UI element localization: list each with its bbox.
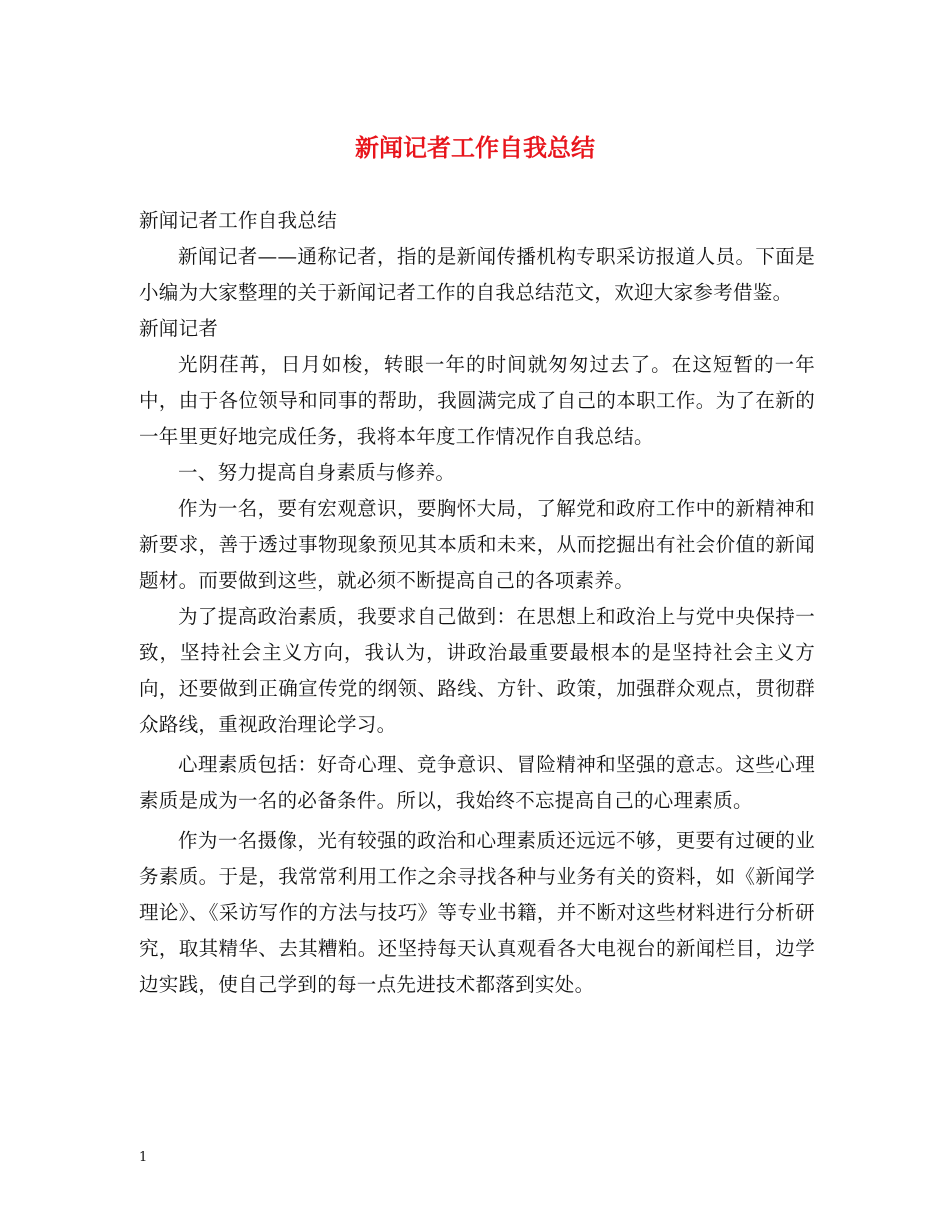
- document-body: [139, 203, 815, 1003]
- body-paragraph: 为了提高政治素质，我要求自己做到：在思想上和政治上与党中央保持一致，坚持社会主义方向，我认为，讲政治最重要最根本的是坚持社会主义方向，还要做到正确宣传党的纲领、路线、方针、政策，加强群众观点，贯彻群众路线，重视政治理论学习。: [139, 605, 815, 736]
- document-title: 新闻记者工作自我总结: [355, 133, 595, 162]
- subtitle-line: 新闻记者工作自我总结: [139, 209, 338, 232]
- page-number: 1: [139, 1150, 148, 1165]
- section-heading: 一、努力提高自身素质与修养。: [178, 461, 456, 484]
- section-label: 新闻记者: [139, 317, 219, 340]
- body-paragraph: 心理素质包括：好奇心理、竞争意识、冒险精神和坚强的意志。这些心理素质是成为一名的必备条件。所以，我始终不忘提高自己的心理素质。: [139, 753, 815, 812]
- body-paragraph: 光阴荏苒，日月如梭，转眼一年的时间就匆匆过去了。在这短暂的一年中，由于各位领导和同事的帮助，我圆满完成了自己的本职工作。为了在新的一年里更好地完成任务，我将本年度工作情况作自我总结。: [139, 353, 815, 448]
- body-paragraph: 作为一名，要有宏观意识，要胸怀大局，了解党和政府工作中的新精神和新要求，善于透过事物现象预见其本质和未来，从而挖掘出有社会价值的新闻题材。而要做到这些，就必须不断提高自己的各项素养。: [139, 497, 815, 592]
- body-paragraph: 作为一名摄像，光有较强的政治和心理素质还远远不够，更要有过硬的业务素质。于是，我常常利用工作之余寻找各种与业务有关的资料，如《新闻学理论》、《采访写作的方法与技巧》等专业书籍，并不断对这些材料进行分析研究，取其精华、去其糟粕。还坚持每天认真观看各大电视台的新闻栏目，边学边实践，使自己学到的每一点先进技术都落到实处。: [139, 829, 815, 996]
- intro-paragraph: 新闻记者——通称记者，指的是新闻传播机构专职采访报道人员。下面是小编为大家整理的关于新闻记者工作的自我总结范文，欢迎大家参考借鉴。: [139, 245, 815, 304]
